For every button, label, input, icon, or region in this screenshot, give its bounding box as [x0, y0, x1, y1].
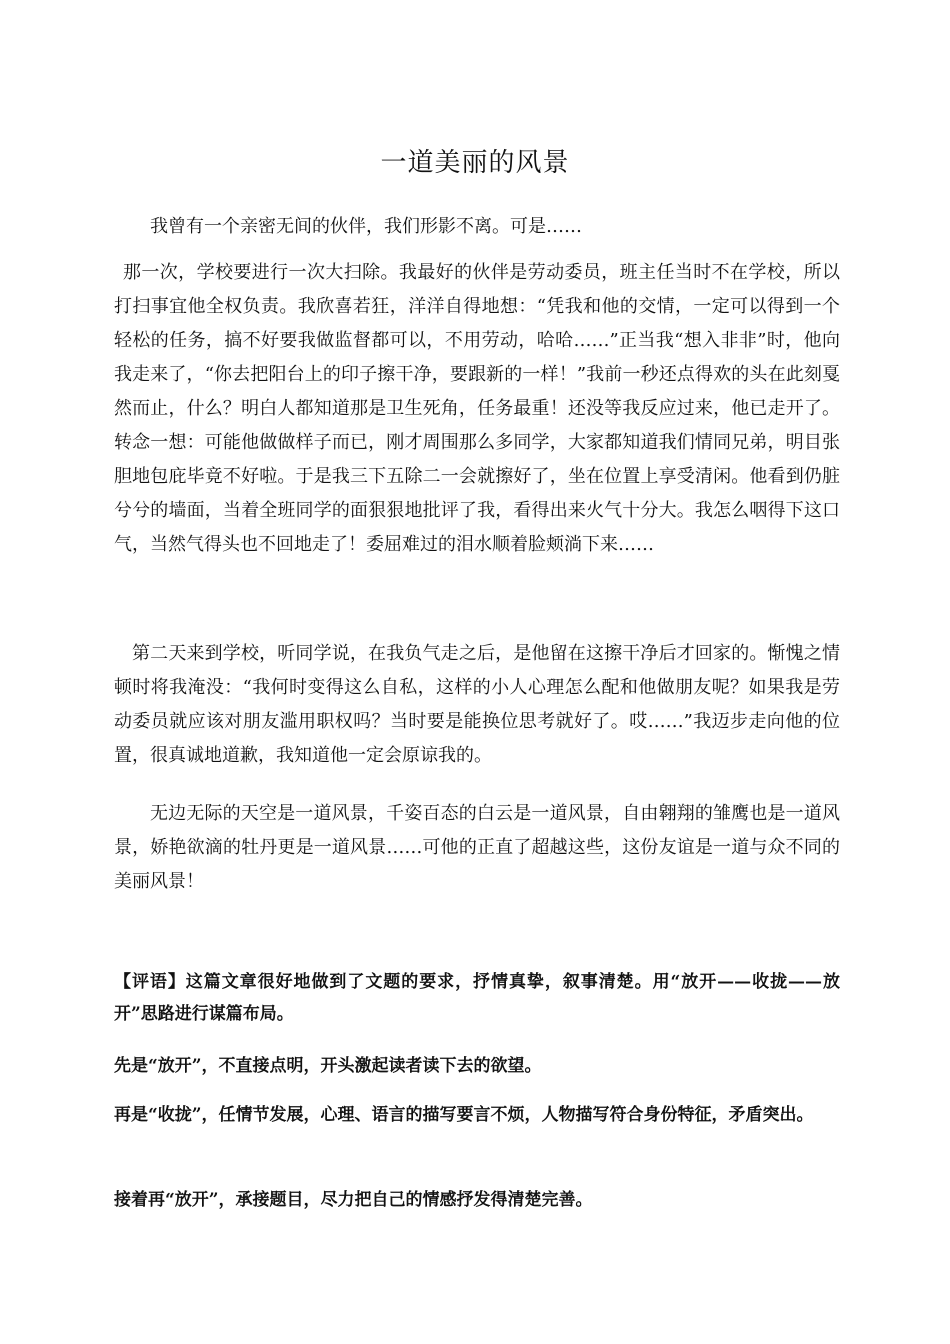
essay-paragraph-3: 第二天来到学校，听同学说，在我负气走之后，是他留在这擦干净后才回家的。惭愧之情顿时将我淹没：“我何时变得这么自私，这样的小人心理怎么配和他做朋友呢？如果我是劳动委员就应该对朋友滥用职权吗？当时要是能换位思考就好了。哎……”我迈步走向他的位置，很真诚地道歉，我知道他一定会原谅我的。 — [114, 643, 840, 766]
comment-paragraph-4: 接着再“放开”，承接题目，尽力把自己的情感抒发得清楚完善。 — [114, 1190, 593, 1210]
comment-paragraph-1: 【评语】这篇文章很好地做到了文题的要求，抒情真挚，叙事清楚。用“放开——收拢——放开”思路进行谋篇布局。 — [114, 972, 840, 1024]
essay-paragraph-2: 那一次，学校要进行一次大扫除。我最好的伙伴是劳动委员，班主任当时不在学校，所以打扫事宜他全权负责。我欣喜若狂，洋洋自得地想：“凭我和他的交情，一定可以得到一个轻松的任务，搞不好要我做监督都可以，不用劳动，哈哈……”正当我“想入非非”时，他向我走来了，“你去把阳台上的印子擦干净，要跟新的一样！”我前一秒还点得欢的头在此刻戛然而止，什么？明白人都知道那是卫生死角，任务最重！还没等我反应过来，他已走开了。转念一想：可能他做做样子而已，刚才周围那么多同学，大家都知道我们情同兄弟，明目张胆地包庇毕竟不好啦。于是我三下五除二一会就擦好了，坐在位置上享受清闲。他看到仍脏兮兮的墙面，当着全班同学的面狠狠地批评了我，看得出来火气十分大。我怎么咽得下这口气，当然气得头也不回地走了！委屈难过的泪水顺着脸颊淌下来…… — [114, 262, 840, 555]
comment-paragraph-3: 再是“收拢”，任情节发展，心理、语言的描写要言不烦，人物描写符合身份特征，矛盾突出。 — [114, 1105, 814, 1125]
essay-paragraph-1: 我曾有一个亲密无间的伙伴，我们形影不离。可是…… — [150, 216, 582, 237]
essay-paragraph-4: 无边无际的天空是一道风景，千姿百态的白云是一道风景，自由翱翔的雏鹰也是一道风景，娇艳欲滴的牡丹更是一道风景……可他的正直了超越这些，这份友谊是一道与众不同的美丽风景！ — [114, 803, 840, 892]
page-title: 一道美丽的风景 — [380, 148, 570, 178]
comment-paragraph-2: 先是“放开”，不直接点明，开头激起读者读下去的欲望。 — [114, 1056, 542, 1076]
